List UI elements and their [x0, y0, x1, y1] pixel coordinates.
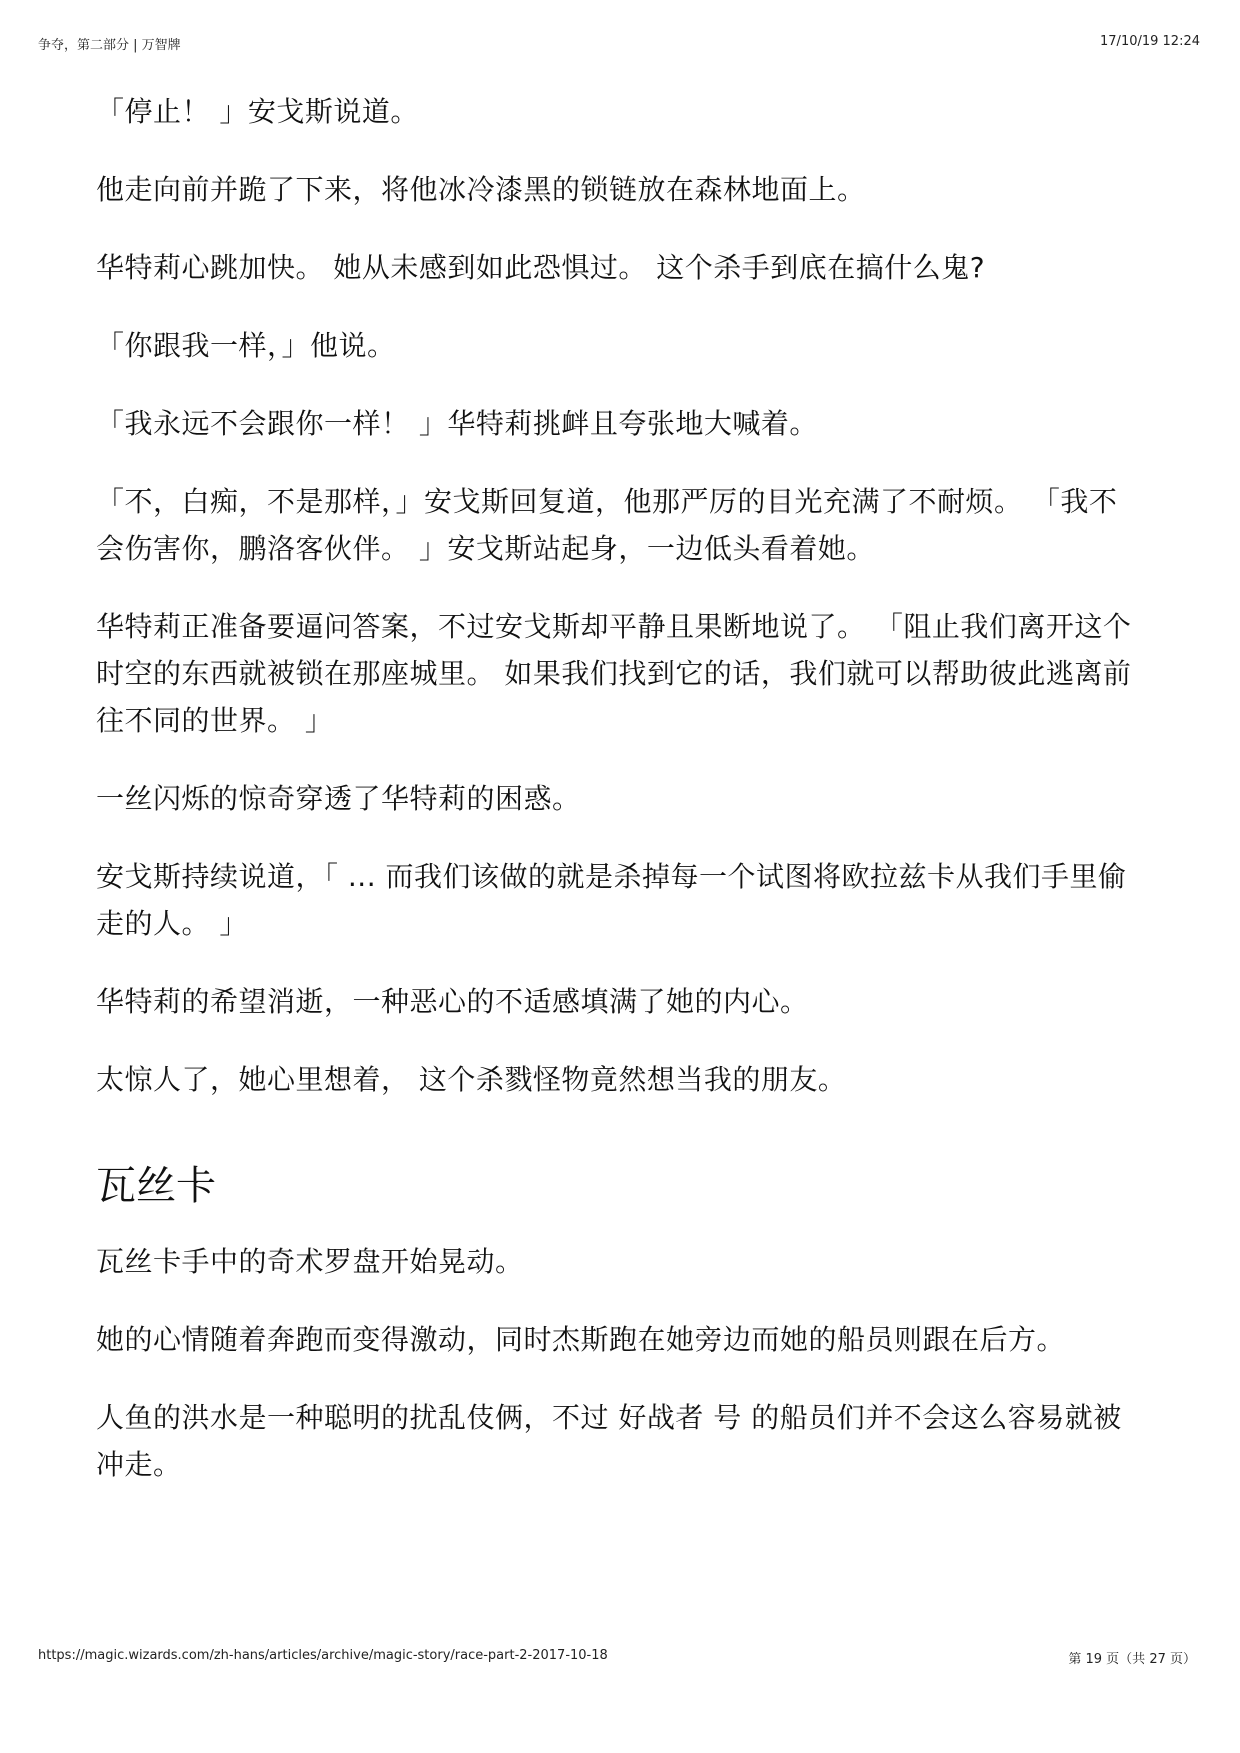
- document-title: 争夺，第二部分 | 万智牌: [38, 38, 181, 53]
- page-number: 第 19 页（共 27 页）: [1068, 1652, 1196, 1667]
- article-body: [96, 88, 1136, 1519]
- paragraph: 「停止！ 」安戈斯说道。: [96, 95, 419, 128]
- paragraph: 一丝闪烁的惊奇穿透了华特莉的困惑。: [96, 782, 581, 815]
- paragraph: 瓦丝卡手中的奇术罗盘开始晃动。: [96, 1245, 524, 1278]
- paragraph: 安戈斯持续说道，「 ... 而我们该做的就是杀掉每一个试图将欧拉兹卡从我们手里偷走的人。 」: [96, 860, 1127, 940]
- paragraph: 她的心情随着奔跑而变得激动，同时杰斯跑在她旁边而她的船员则跟在后方。: [96, 1323, 1066, 1356]
- paragraph: 华特莉心跳加快。 她从未感到如此恐惧过。 这个杀手到底在搞什么鬼?: [96, 251, 986, 284]
- page-url: https://magic.wizards.com/zh-hans/articles/archive/magic-story/race-part-2-2017-10-18: [38, 1648, 608, 1663]
- paragraph: 人鱼的洪水是一种聪明的扰乱伎俩，不过 好战者 号 的船员们并不会这么容易就被冲走。: [96, 1401, 1122, 1481]
- paragraph: 太惊人了，她心里想着， 这个杀戮怪物竟然想当我的朋友。: [96, 1063, 847, 1096]
- paragraph: 「你跟我一样，」他说。: [96, 329, 396, 362]
- paragraph: 华特莉正准备要逼问答案，不过安戈斯却平静且果断地说了。 「阻止我们离开这个时空的东西就被锁在那座城里。 如果我们找到它的话，我们就可以帮助彼此逃离前往不同的世界。 」: [96, 610, 1132, 737]
- paragraph: 「不，白痴，不是那样，」安戈斯回复道，他那严厉的目光充满了不耐烦。 「我不会伤害你，鹏洛客伙伴。 」安戈斯站起身，一边低头看着她。: [96, 485, 1118, 565]
- section-heading: 瓦丝卡: [96, 1163, 216, 1209]
- print-datetime: 17/10/19 12:24: [1100, 34, 1200, 49]
- paragraph: 华特莉的希望消逝，一种恶心的不适感填满了她的内心。: [96, 985, 809, 1018]
- paragraph: 「我永远不会跟你一样！ 」华特莉挑衅且夸张地大喊着。: [96, 407, 818, 440]
- paragraph: 他走向前并跪了下来，将他冰冷漆黑的锁链放在森林地面上。: [96, 173, 866, 206]
- page-footer: [38, 1648, 1196, 1668]
- page-header: [38, 34, 1200, 54]
